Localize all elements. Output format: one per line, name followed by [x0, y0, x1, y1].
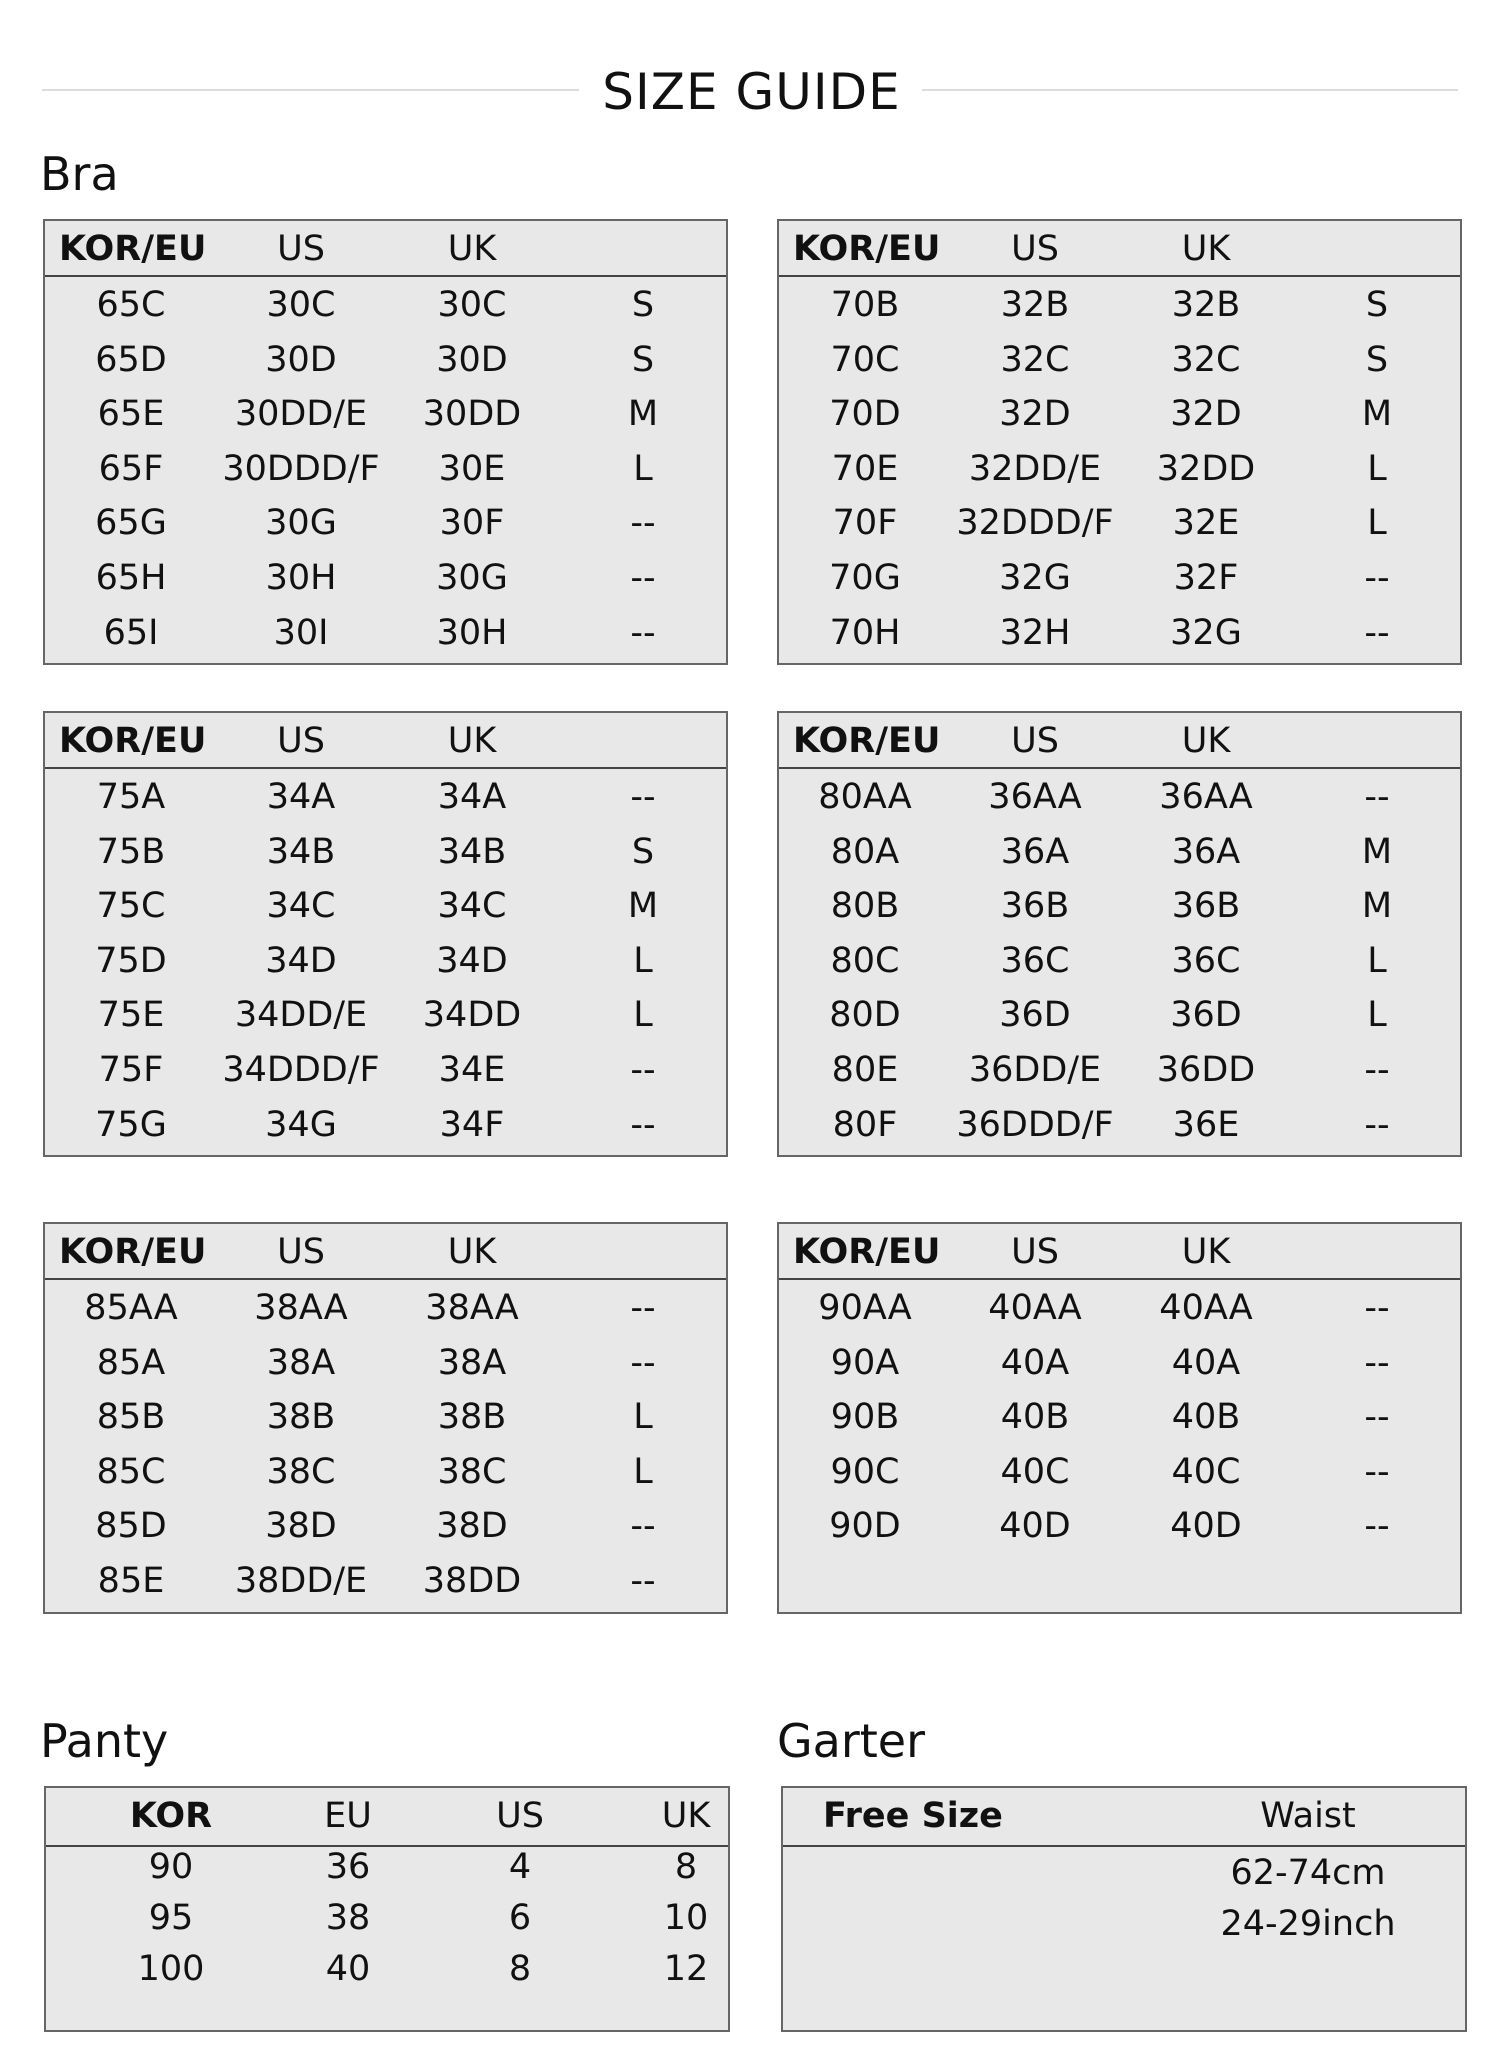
uk-cell: 8 [674, 1847, 698, 1887]
kor-eu-cell: 80B [830, 886, 900, 927]
letter-size-cell: L [633, 1397, 653, 1438]
us-cell: 36A [1000, 831, 1070, 872]
us-cell: 36B [1000, 886, 1070, 927]
table-row [45, 1444, 726, 1499]
panty-header-eu: EU [324, 1796, 372, 1836]
kor-eu-cell: 85AA [84, 1288, 178, 1328]
table-row [779, 386, 1460, 441]
panty-section-label: Panty [40, 1714, 169, 1768]
bra-table-75 [43, 711, 728, 1157]
header-us: US [1011, 721, 1059, 761]
panty-table-header [46, 1788, 728, 1847]
kor-eu-cell: 85B [96, 1397, 166, 1438]
uk-cell: 38C [437, 1451, 507, 1492]
kor-eu-cell: 70B [830, 285, 900, 325]
us-cell: 34D [265, 940, 337, 981]
letter-size-cell: -- [1364, 558, 1390, 598]
table-row [779, 1335, 1460, 1390]
us-cell: 4 [508, 1847, 532, 1887]
header-kor-eu: KOR/EU [59, 229, 207, 269]
us-cell: 34DDD/F [222, 1050, 380, 1090]
letter-size-cell: L [633, 995, 653, 1036]
kor-cell: 100 [137, 1949, 205, 1989]
header-uk: UK [1181, 721, 1231, 761]
table-row [45, 1389, 726, 1444]
bra-table-85 [43, 1222, 728, 1614]
letter-size-cell: -- [1364, 777, 1390, 817]
uk-cell: 30G [436, 558, 508, 598]
uk-cell: 30H [436, 612, 508, 653]
table-row [46, 1949, 728, 2004]
us-cell: 30G [265, 503, 337, 544]
us-cell: 6 [508, 1898, 532, 1938]
table-row [45, 1553, 726, 1608]
bra-table-header [45, 1224, 726, 1280]
us-cell: 8 [508, 1949, 532, 1989]
uk-cell: 32D [1170, 394, 1242, 435]
kor-eu-cell: 75G [95, 1104, 167, 1145]
table-row [45, 824, 726, 879]
header-kor-eu: KOR/EU [59, 1232, 207, 1272]
us-cell: 36D [999, 995, 1071, 1036]
uk-cell: 32G [1170, 612, 1242, 653]
us-cell: 36C [1000, 940, 1070, 981]
uk-cell: 32DD [1156, 448, 1256, 489]
bra-table-90 [777, 1222, 1462, 1614]
uk-cell: 34F [439, 1104, 505, 1145]
uk-cell: 32E [1172, 503, 1240, 544]
uk-cell: 34E [438, 1050, 506, 1090]
us-cell: 32DD/E [968, 448, 1102, 489]
table-row [45, 987, 726, 1042]
table-row [779, 769, 1460, 824]
garter-header-free-size: Free Size [823, 1796, 1003, 1836]
kor-eu-cell: 85C [96, 1451, 166, 1492]
uk-cell: 34DD [422, 995, 522, 1036]
letter-size-cell: -- [630, 612, 656, 653]
letter-size-cell: -- [630, 1288, 656, 1328]
bra-table-65 [43, 219, 728, 665]
table-row [779, 495, 1460, 550]
table-row [45, 1042, 726, 1097]
table-row [46, 1847, 728, 1902]
uk-cell: 34B [437, 831, 507, 872]
uk-cell: 38AA [425, 1288, 519, 1328]
uk-cell: 12 [663, 1949, 709, 1989]
kor-eu-cell: 65E [97, 394, 165, 435]
letter-size-cell: S [631, 285, 655, 325]
uk-cell: 30DD [422, 394, 522, 435]
header-kor-eu: KOR/EU [793, 721, 941, 761]
letter-size-cell: -- [630, 1104, 656, 1145]
bra-table-80 [777, 711, 1462, 1157]
kor-eu-cell: 80E [831, 1050, 899, 1090]
page-header [0, 52, 1500, 132]
header-uk: UK [1181, 229, 1231, 269]
table-row [45, 1498, 726, 1553]
us-cell: 32DDD/F [956, 503, 1114, 544]
table-row [779, 933, 1460, 988]
kor-eu-cell: 65F [98, 448, 164, 489]
kor-cell: 95 [148, 1898, 194, 1938]
kor-eu-cell: 80F [832, 1104, 898, 1145]
uk-cell: 30E [438, 448, 506, 489]
header-uk: UK [447, 1232, 497, 1272]
us-cell: 34B [266, 831, 336, 872]
bra-table-header [779, 221, 1460, 277]
kor-eu-cell: 70D [829, 394, 901, 435]
uk-cell: 38A [437, 1342, 507, 1383]
kor-eu-cell: 65C [96, 285, 166, 325]
us-cell: 38A [266, 1342, 336, 1383]
us-cell: 36DD/E [968, 1050, 1102, 1090]
letter-size-cell: L [1367, 940, 1387, 981]
uk-cell: 36AA [1159, 777, 1253, 817]
table-row [45, 1280, 726, 1335]
letter-size-cell: M [1361, 886, 1393, 927]
us-cell: 40C [1000, 1451, 1070, 1492]
uk-cell: 34D [436, 940, 508, 981]
kor-eu-cell: 90D [829, 1506, 901, 1547]
kor-eu-cell: 85E [97, 1561, 165, 1601]
bra-table-header [779, 713, 1460, 769]
us-cell: 32G [999, 558, 1071, 598]
page-title: SIZE GUIDE [602, 63, 901, 121]
header-uk: UK [447, 721, 497, 761]
table-row [779, 1444, 1460, 1499]
header-uk: UK [1181, 1232, 1231, 1272]
letter-size-cell: S [631, 831, 655, 872]
kor-eu-cell: 65H [95, 558, 167, 598]
header-us: US [277, 1232, 325, 1272]
uk-cell: 40D [1170, 1506, 1242, 1547]
kor-eu-cell: 75C [96, 886, 166, 927]
uk-cell: 38D [436, 1506, 508, 1547]
table-row [45, 332, 726, 387]
table-row [779, 332, 1460, 387]
table-row [779, 878, 1460, 933]
header-kor-eu: KOR/EU [793, 229, 941, 269]
table-row [45, 1335, 726, 1390]
table-row [45, 386, 726, 441]
eu-cell: 36 [325, 1847, 371, 1887]
table-row [779, 824, 1460, 879]
uk-cell: 30D [436, 339, 508, 380]
us-cell: 40A [1000, 1342, 1070, 1383]
panty-header-uk: UK [661, 1796, 711, 1836]
kor-eu-cell: 70E [831, 448, 899, 489]
uk-cell: 36C [1171, 940, 1241, 981]
us-cell: 32H [999, 612, 1071, 653]
kor-eu-cell: 70C [830, 339, 900, 380]
uk-cell: 38B [437, 1397, 507, 1438]
uk-cell: 10 [663, 1898, 709, 1938]
header-uk: UK [447, 229, 497, 269]
uk-cell: 36B [1171, 886, 1241, 927]
header-kor-eu: KOR/EU [793, 1232, 941, 1272]
panty-header-kor: KOR [129, 1796, 213, 1836]
table-row [45, 933, 726, 988]
letter-size-cell: S [1365, 339, 1389, 380]
kor-eu-cell: 80C [830, 940, 900, 981]
letter-size-cell: -- [1364, 1288, 1390, 1328]
garter-table-header [783, 1788, 1465, 1847]
eu-cell: 40 [325, 1949, 371, 1989]
us-cell: 32C [1000, 339, 1070, 380]
panty-table [44, 1786, 730, 2032]
kor-eu-cell: 75F [98, 1050, 164, 1090]
header-us: US [277, 721, 325, 761]
us-cell: 38B [266, 1397, 336, 1438]
uk-cell: 32C [1171, 339, 1241, 380]
table-row [45, 878, 726, 933]
us-cell: 32D [999, 394, 1071, 435]
table-row [779, 987, 1460, 1042]
table-row [45, 1097, 726, 1152]
letter-size-cell: -- [630, 1506, 656, 1547]
uk-cell: 36A [1171, 831, 1241, 872]
uk-cell: 40A [1171, 1342, 1241, 1383]
us-cell: 38AA [254, 1288, 348, 1328]
title-divider-left [42, 89, 579, 91]
table-row [779, 1389, 1460, 1444]
us-cell: 38D [265, 1506, 337, 1547]
letter-size-cell: -- [630, 777, 656, 817]
letter-size-cell: -- [630, 1561, 656, 1601]
uk-cell: 30C [437, 285, 507, 325]
bra-table-70 [777, 219, 1462, 665]
table-row [45, 605, 726, 660]
letter-size-cell: M [627, 394, 659, 435]
letter-size-cell: L [633, 940, 653, 981]
garter-header-waist: Waist [1260, 1796, 1356, 1836]
us-cell: 34DD/E [234, 995, 368, 1036]
letter-size-cell: -- [630, 503, 656, 544]
letter-size-cell: -- [630, 1342, 656, 1383]
letter-size-cell: -- [1364, 1342, 1390, 1383]
us-cell: 40AA [988, 1288, 1082, 1328]
letter-size-cell: -- [1364, 1397, 1390, 1438]
uk-cell: 34A [437, 777, 507, 817]
letter-size-cell: M [1361, 394, 1393, 435]
us-cell: 34C [266, 886, 336, 927]
letter-size-cell: M [1361, 831, 1393, 872]
us-cell: 40B [1000, 1397, 1070, 1438]
kor-eu-cell: 75B [96, 831, 166, 872]
uk-cell: 36E [1172, 1104, 1240, 1145]
title-divider-right [922, 89, 1458, 91]
kor-eu-cell: 90B [830, 1397, 900, 1438]
garter-waist-inch: 24-29inch [1220, 1904, 1396, 1944]
bra-table-header [45, 713, 726, 769]
header-us: US [1011, 229, 1059, 269]
kor-eu-cell: 90AA [818, 1288, 912, 1328]
letter-size-cell: L [1367, 448, 1387, 489]
letter-size-cell: -- [1364, 1506, 1390, 1547]
uk-cell: 36D [1170, 995, 1242, 1036]
uk-cell: 32F [1173, 558, 1239, 598]
letter-size-cell: M [627, 886, 659, 927]
us-cell: 34A [266, 777, 336, 817]
garter-waist-cm: 62-74cm [1230, 1853, 1386, 1893]
kor-eu-cell: 75A [96, 777, 166, 817]
table-row [779, 277, 1460, 332]
letter-size-cell: L [1367, 503, 1387, 544]
bra-table-header [45, 221, 726, 277]
garter-table [781, 1786, 1467, 2032]
header-us: US [277, 229, 325, 269]
letter-size-cell: L [1367, 995, 1387, 1036]
bra-table-header [779, 1224, 1460, 1280]
letter-size-cell: L [633, 1451, 653, 1492]
us-cell: 36DDD/F [956, 1104, 1114, 1145]
uk-cell: 36DD [1156, 1050, 1256, 1090]
kor-eu-cell: 90A [830, 1342, 900, 1383]
kor-cell: 90 [148, 1847, 194, 1887]
table-row [45, 769, 726, 824]
table-row [779, 1042, 1460, 1097]
header-kor-eu: KOR/EU [59, 721, 207, 761]
table-row [45, 550, 726, 605]
panty-header-us: US [496, 1796, 544, 1836]
kor-eu-cell: 70H [829, 612, 901, 653]
header-us: US [1011, 1232, 1059, 1272]
us-cell: 30DD/E [234, 394, 368, 435]
us-cell: 38C [266, 1451, 336, 1492]
us-cell: 40D [999, 1506, 1071, 1547]
table-row [779, 1498, 1460, 1553]
us-cell: 30I [273, 612, 329, 653]
letter-size-cell: -- [1364, 612, 1390, 653]
letter-size-cell: L [633, 448, 653, 489]
table-row [45, 495, 726, 550]
kor-eu-cell: 85D [95, 1506, 167, 1547]
uk-cell: 40AA [1159, 1288, 1253, 1328]
uk-cell: 30F [439, 503, 505, 544]
kor-eu-cell: 90C [830, 1451, 900, 1492]
letter-size-cell: -- [630, 1050, 656, 1090]
us-cell: 30D [265, 339, 337, 380]
us-cell: 38DD/E [234, 1561, 368, 1601]
uk-cell: 40B [1171, 1397, 1241, 1438]
uk-cell: 32B [1171, 285, 1241, 325]
eu-cell: 38 [325, 1898, 371, 1938]
table-row [45, 277, 726, 332]
uk-cell: 40C [1171, 1451, 1241, 1492]
table-row [45, 441, 726, 496]
kor-eu-cell: 80A [830, 831, 900, 872]
us-cell: 34G [265, 1104, 337, 1145]
kor-eu-cell: 75E [97, 995, 165, 1036]
kor-eu-cell: 80D [829, 995, 901, 1036]
kor-eu-cell: 80AA [818, 777, 912, 817]
letter-size-cell: S [631, 339, 655, 380]
kor-eu-cell: 65G [95, 503, 167, 544]
kor-eu-cell: 65I [103, 612, 159, 653]
table-row [779, 1280, 1460, 1335]
letter-size-cell: S [1365, 285, 1389, 325]
table-row [779, 550, 1460, 605]
garter-section-label: Garter [777, 1714, 925, 1768]
table-row [779, 1097, 1460, 1152]
kor-eu-cell: 70F [832, 503, 898, 544]
letter-size-cell: -- [1364, 1050, 1390, 1090]
table-row [779, 605, 1460, 660]
bra-section-label: Bra [40, 147, 119, 201]
uk-cell: 38DD [422, 1561, 522, 1601]
us-cell: 30H [265, 558, 337, 598]
kor-eu-cell: 70G [829, 558, 901, 598]
letter-size-cell: -- [1364, 1104, 1390, 1145]
us-cell: 30DDD/F [222, 448, 380, 489]
letter-size-cell: -- [630, 558, 656, 598]
us-cell: 32B [1000, 285, 1070, 325]
table-row [779, 441, 1460, 496]
kor-eu-cell: 85A [96, 1342, 166, 1383]
uk-cell: 34C [437, 886, 507, 927]
kor-eu-cell: 65D [95, 339, 167, 380]
letter-size-cell: -- [1364, 1451, 1390, 1492]
table-row [46, 1898, 728, 1953]
us-cell: 30C [266, 285, 336, 325]
us-cell: 36AA [988, 777, 1082, 817]
kor-eu-cell: 75D [95, 940, 167, 981]
